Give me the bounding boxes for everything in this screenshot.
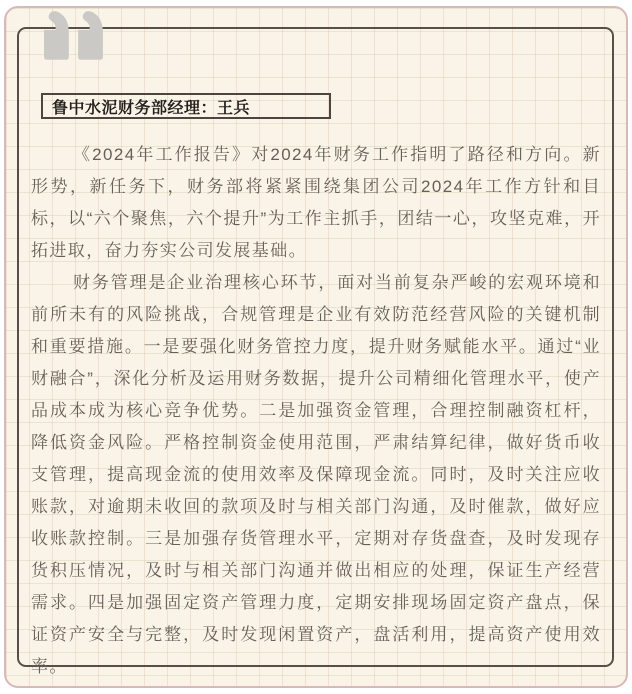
speaker-box: [41, 93, 331, 119]
article-paragraph-2: 财务管理是企业治理核心环节，面对当前复杂严峻的宏观环境和前所未有的风险挑战，合规管理是企业有效防范经营风险的关键机制和重要措施。一是要强化财务管控力度，提升财务赋能水平。通过“业财融合”，深化分析及运用财务数据，提升公司精细化管理水平，使产品成本成为核心竞争优势。二是加强资金管理，合理控制融资杠杆，降低资金风险。严格控制资金使用范围，严肃结算纪律，做好货币收支管理，提高现金流的使用效率及保障现金流。同时，及时关注应收账款，对逾期未收回的款项及时与相关部门沟通，及时催款，做好应收账款控制。三是加强存货管理水平，定期对存货盘查，及时发现存货积压情况，及时与相关部门沟通并做出相应的处理，保证生产经营需求。四是加强固定资产管理力度，定期安排现场固定资产盘点，保证资产安全与完整，及时发现闲置资产，盘活利用，提高资产使用效率。: [31, 273, 601, 676]
article-card: [4, 6, 628, 688]
double-quote-icon: [43, 10, 105, 60]
speaker-label: 鲁中水泥财务部经理：王兵: [52, 99, 251, 117]
article-body: [19, 139, 612, 683]
article-panel: [17, 27, 614, 676]
article-paragraph-1: 《2024年工作报告》对2024年财务工作指明了路径和方向。新形势，新任务下，财务部将紧紧围绕集团公司2024年工作方针和目标，以“六个聚焦，六个提升”为工作主抓手，团结一心，攻坚克难，开拓进取，奋力夯实公司发展基础。: [31, 145, 601, 260]
